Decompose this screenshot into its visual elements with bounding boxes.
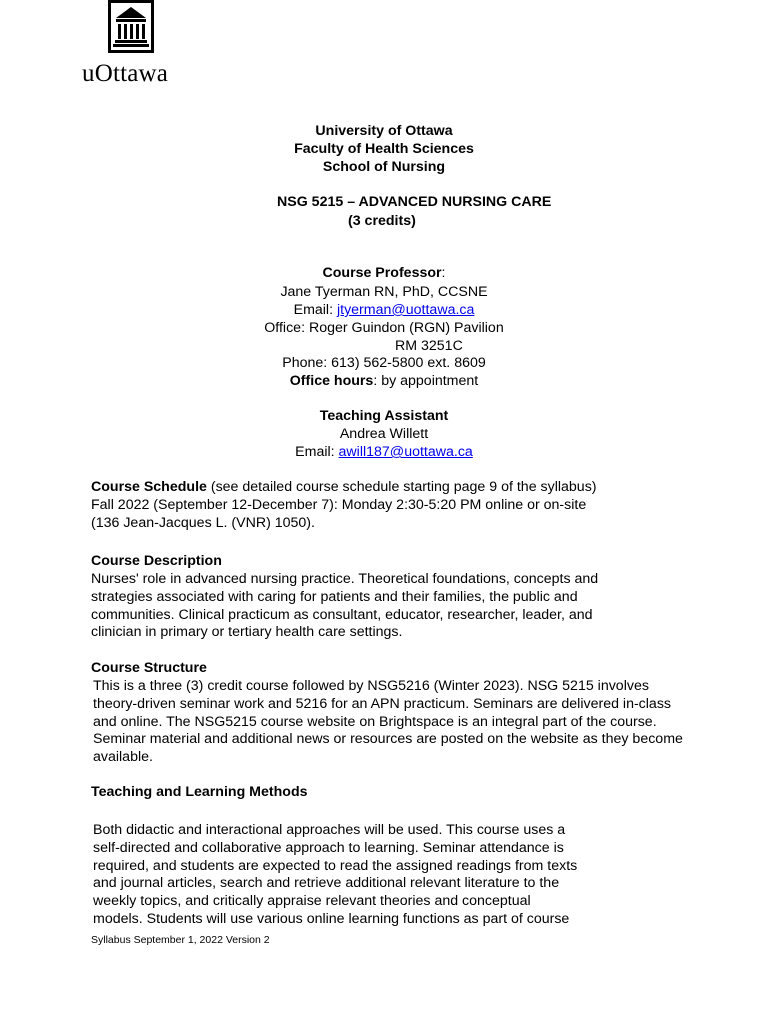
professor-heading-colon: :: [441, 265, 446, 281]
description-line: communities. Clinical practicum as consultant, educator, researcher, leader, and: [91, 606, 593, 623]
methods-heading: Teaching and Learning Methods: [91, 784, 308, 800]
schedule-line1: [91, 479, 597, 497]
logo-wordmark: uOttawa: [82, 60, 169, 87]
description-line: clinician in primary or tertiary health care settings.: [91, 624, 403, 641]
methods-line: and journal articles, search and retrieve additional relevant literature to the: [93, 875, 560, 892]
methods-line: required, and students are expected to read the assigned readings from texts: [93, 857, 578, 874]
description-line: strategies associated with caring for patients and their families, the public and: [91, 588, 578, 605]
professor-phone: Phone: 613) 562-5800 ext. 8609: [282, 355, 486, 371]
description-body: [91, 571, 598, 642]
ta-heading: Teaching Assistant: [319, 408, 449, 424]
structure-line: available.: [93, 749, 153, 766]
structure-body: [93, 678, 683, 767]
professor-office-hours: [0, 372, 768, 390]
uottawa-logo: [82, 0, 192, 90]
professor-name: Jane Tyerman RN, PhD, CCSNE: [280, 284, 488, 300]
methods-line: self-directed and collaborative approach to learning. Seminar attendance is: [93, 839, 564, 856]
professor-heading: [0, 264, 768, 282]
school-name: School of Nursing: [322, 159, 446, 175]
ta-email-label: Email:: [295, 444, 339, 460]
professor-email-line: [0, 301, 768, 319]
structure-line: and online. The NSG5215 course website on Brightspace is an integral part of the course.: [93, 713, 657, 730]
structure-line: This is a three (3) credit course followed by NSG5216 (Winter 2023). NSG 5215 involves: [93, 678, 649, 694]
methods-line: models. Students will use various online learning functions as part of course: [93, 910, 570, 927]
university-name: University of Ottawa: [315, 123, 453, 139]
description-heading: Course Description: [91, 553, 222, 569]
professor-office-line1: Office: Roger Guindon (RGN) Pavilion: [264, 320, 504, 336]
structure-line: theory-driven seminar work and 5216 for an APN practicum. Seminars are delivered in-class: [93, 695, 672, 712]
schedule-heading: Course Schedule: [91, 479, 207, 495]
ta-email-line: [0, 443, 768, 461]
schedule-line2: Fall 2022 (September 12-December 7): Monday 2:30-5:20 PM online or on-site: [91, 497, 587, 513]
structure-heading: Course Structure: [91, 660, 207, 676]
faculty-name: Faculty of Health Sciences: [294, 141, 474, 157]
ta-name: Andrea Willett: [339, 426, 429, 442]
professor-email-label: Email:: [293, 302, 337, 318]
methods-line: Both didactic and interactional approaches will be used. This course uses a: [93, 822, 566, 838]
professor-office-line2: RM 3251C: [395, 338, 463, 354]
methods-body: [93, 822, 577, 929]
course-title: NSG 5215 – ADVANCED NURSING CARE: [277, 194, 552, 210]
schedule-line3: (136 Jean-Jacques L. (VNR) 1050).: [91, 515, 315, 531]
page-footer: Syllabus September 1, 2022 Version 2: [91, 934, 270, 946]
course-credits: (3 credits): [348, 213, 416, 229]
ta-email-link[interactable]: awill187@uottawa.ca: [338, 444, 473, 460]
building-icon: [108, 0, 158, 55]
professor-email-link[interactable]: jtyerman@uottawa.ca: [336, 302, 475, 318]
description-line: Nurses' role in advanced nursing practice. Theoretical foundations, concepts and: [91, 571, 599, 587]
office-hours-label: Office hours: [289, 373, 374, 389]
office-hours-value: : by appointment: [373, 373, 479, 389]
structure-line: Seminar material and additional news or resources are posted on the website as they become: [93, 731, 683, 748]
professor-heading-label: Course Professor: [322, 265, 442, 281]
methods-line: weekly topics, and critically appraise relevant theories and conceptual: [93, 893, 531, 910]
schedule-note: (see detailed course schedule starting page 9 of the syllabus): [206, 479, 597, 495]
